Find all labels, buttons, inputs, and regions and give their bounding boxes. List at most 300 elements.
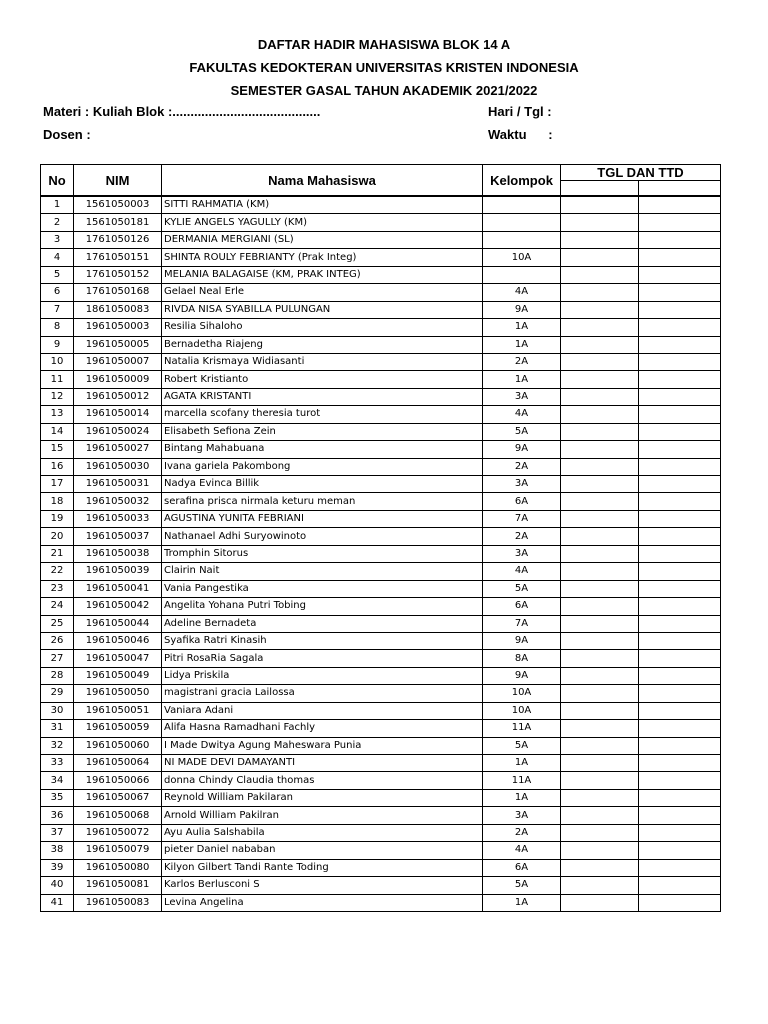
row-number: 35 (41, 789, 74, 806)
row-signature-cell-1 (561, 458, 639, 475)
row-signature-cell-2 (639, 894, 721, 911)
dosen-label: Dosen : (43, 127, 91, 142)
column-header-kelompok: Kelompok (483, 165, 561, 197)
row-signature-cell-1 (561, 667, 639, 684)
column-header-no: No (41, 165, 74, 197)
row-kelompok: 9A (483, 441, 561, 458)
row-signature-cell-2 (639, 301, 721, 318)
row-signature-cell-1 (561, 563, 639, 580)
row-nim: 1961050031 (74, 476, 162, 493)
row-signature-cell-1 (561, 353, 639, 370)
row-signature-cell-1 (561, 214, 639, 231)
row-kelompok: 6A (483, 859, 561, 876)
row-kelompok: 10A (483, 702, 561, 719)
row-student-name: Nathanael Adhi Suryowinoto (162, 528, 483, 545)
row-signature-cell-2 (639, 685, 721, 702)
row-nim: 1561050003 (74, 196, 162, 214)
table-row (41, 702, 721, 719)
table-row (41, 598, 721, 615)
row-kelompok: 11A (483, 772, 561, 789)
table-body (41, 196, 721, 911)
row-number: 23 (41, 580, 74, 597)
row-signature-cell-1 (561, 685, 639, 702)
row-number: 31 (41, 720, 74, 737)
table-row (41, 493, 721, 510)
row-kelompok: 4A (483, 406, 561, 423)
row-signature-cell-2 (639, 563, 721, 580)
row-number: 16 (41, 458, 74, 475)
row-nim: 1761050126 (74, 231, 162, 248)
row-number: 11 (41, 371, 74, 388)
table-row (41, 301, 721, 318)
row-number: 20 (41, 528, 74, 545)
table-row (41, 807, 721, 824)
row-signature-cell-1 (561, 249, 639, 266)
row-student-name: Kilyon Gilbert Tandi Rante Toding (162, 859, 483, 876)
row-signature-cell-2 (639, 545, 721, 562)
row-student-name: Vania Pangestika (162, 580, 483, 597)
row-number: 34 (41, 772, 74, 789)
row-signature-cell-2 (639, 859, 721, 876)
row-kelompok: 3A (483, 807, 561, 824)
row-nim: 1761050152 (74, 266, 162, 283)
row-number: 25 (41, 615, 74, 632)
table-row (41, 755, 721, 772)
row-student-name: KYLIE ANGELS YAGULLY (KM) (162, 214, 483, 231)
row-student-name: magistrani gracia Lailossa (162, 685, 483, 702)
row-signature-cell-1 (561, 441, 639, 458)
faculty-title: FAKULTAS KEDOKTERAN UNIVERSITAS KRISTEN INDONESIA (189, 60, 579, 75)
table-row (41, 772, 721, 789)
table-row (41, 720, 721, 737)
row-student-name: MELANIA BALAGAISE (KM, PRAK INTEG) (162, 266, 483, 283)
row-signature-cell-2 (639, 877, 721, 894)
row-nim: 1961050081 (74, 877, 162, 894)
row-signature-cell-1 (561, 824, 639, 841)
row-nim: 1961050007 (74, 353, 162, 370)
row-student-name: Ivana gariela Pakombong (162, 458, 483, 475)
row-student-name: Elisabeth Sefiona Zein (162, 423, 483, 440)
table-row (41, 423, 721, 440)
row-signature-cell-2 (639, 598, 721, 615)
row-number: 5 (41, 266, 74, 283)
row-signature-cell-1 (561, 284, 639, 301)
table-row (41, 476, 721, 493)
row-signature-cell-1 (561, 598, 639, 615)
row-kelompok: 1A (483, 336, 561, 353)
row-number: 41 (41, 894, 74, 911)
row-number: 38 (41, 842, 74, 859)
row-signature-cell-2 (639, 266, 721, 283)
row-signature-cell-2 (639, 528, 721, 545)
row-kelompok: 4A (483, 284, 561, 301)
table-row (41, 319, 721, 336)
row-student-name: NI MADE DEVI DAMAYANTI (162, 755, 483, 772)
row-signature-cell-2 (639, 807, 721, 824)
row-signature-cell-2 (639, 214, 721, 231)
waktu-label: Waktu : (488, 127, 553, 142)
row-kelompok: 5A (483, 737, 561, 754)
row-student-name: SHINTA ROULY FEBRIANTY (Prak Integ) (162, 249, 483, 266)
row-student-name: Nadya Evinca Billik (162, 476, 483, 493)
row-nim: 1961050005 (74, 336, 162, 353)
row-signature-cell-1 (561, 807, 639, 824)
row-nim: 1961050030 (74, 458, 162, 475)
row-number: 7 (41, 301, 74, 318)
row-signature-cell-1 (561, 231, 639, 248)
row-nim: 1961050042 (74, 598, 162, 615)
row-nim: 1961050051 (74, 702, 162, 719)
row-kelompok: 5A (483, 877, 561, 894)
row-nim: 1961050003 (74, 319, 162, 336)
row-signature-cell-2 (639, 650, 721, 667)
row-signature-cell-1 (561, 737, 639, 754)
row-signature-cell-2 (639, 441, 721, 458)
row-number: 14 (41, 423, 74, 440)
document-title: DAFTAR HADIR MAHASISWA BLOK 14 A (257, 37, 511, 52)
row-kelompok: 1A (483, 319, 561, 336)
row-kelompok: 1A (483, 371, 561, 388)
row-signature-cell-2 (639, 249, 721, 266)
row-nim: 1961050044 (74, 615, 162, 632)
row-signature-cell-2 (639, 580, 721, 597)
row-signature-cell-1 (561, 755, 639, 772)
row-number: 6 (41, 284, 74, 301)
row-student-name: AGUSTINA YUNITA FEBRIANI (162, 510, 483, 527)
row-signature-cell-1 (561, 877, 639, 894)
row-signature-cell-1 (561, 720, 639, 737)
row-number: 21 (41, 545, 74, 562)
row-nim: 1961050059 (74, 720, 162, 737)
row-nim: 1961050067 (74, 789, 162, 806)
row-number: 1 (41, 196, 74, 214)
row-number: 9 (41, 336, 74, 353)
row-signature-cell-1 (561, 702, 639, 719)
table-row (41, 406, 721, 423)
row-number: 27 (41, 650, 74, 667)
row-student-name: Tromphin Sitorus (162, 545, 483, 562)
table-row (41, 877, 721, 894)
row-student-name: Pitri RosaRia Sagala (162, 650, 483, 667)
row-signature-cell-2 (639, 196, 721, 214)
row-number: 19 (41, 510, 74, 527)
row-kelompok: 10A (483, 685, 561, 702)
row-signature-cell-1 (561, 842, 639, 859)
row-nim: 1961050047 (74, 650, 162, 667)
row-nim: 1961050080 (74, 859, 162, 876)
row-signature-cell-1 (561, 336, 639, 353)
table-row (41, 284, 721, 301)
row-number: 30 (41, 702, 74, 719)
row-nim: 1961050014 (74, 406, 162, 423)
row-nim: 1861050083 (74, 301, 162, 318)
table-row (41, 615, 721, 632)
table-row (41, 266, 721, 283)
row-nim: 1961050012 (74, 388, 162, 405)
row-number: 3 (41, 231, 74, 248)
row-kelompok: 9A (483, 667, 561, 684)
row-nim: 1961050060 (74, 737, 162, 754)
row-nim: 1561050181 (74, 214, 162, 231)
materi-label: Materi : Kuliah Blok :......................................... (43, 104, 321, 119)
row-signature-cell-2 (639, 284, 721, 301)
row-signature-cell-2 (639, 615, 721, 632)
row-kelompok: 2A (483, 824, 561, 841)
row-signature-cell-2 (639, 510, 721, 527)
row-nim: 1961050009 (74, 371, 162, 388)
row-signature-cell-1 (561, 196, 639, 214)
row-number: 15 (41, 441, 74, 458)
row-student-name: Levina Angelina (162, 894, 483, 911)
row-number: 28 (41, 667, 74, 684)
row-kelompok: 1A (483, 789, 561, 806)
table-row (41, 249, 721, 266)
row-signature-cell-2 (639, 476, 721, 493)
row-signature-cell-1 (561, 319, 639, 336)
row-student-name: I Made Dwitya Agung Maheswara Punia (162, 737, 483, 754)
table-row (41, 458, 721, 475)
row-signature-cell-2 (639, 772, 721, 789)
row-student-name: Bernadetha Riajeng (162, 336, 483, 353)
row-student-name: Vaniara Adani (162, 702, 483, 719)
table-row (41, 632, 721, 649)
row-kelompok: 10A (483, 249, 561, 266)
row-student-name: marcella scofany theresia turot (162, 406, 483, 423)
row-kelompok: 2A (483, 528, 561, 545)
row-student-name: Karlos Berlusconi S (162, 877, 483, 894)
table-row (41, 563, 721, 580)
row-nim: 1961050072 (74, 824, 162, 841)
row-student-name: Bintang Mahabuana (162, 441, 483, 458)
row-number: 17 (41, 476, 74, 493)
row-kelompok (483, 214, 561, 231)
row-kelompok: 7A (483, 615, 561, 632)
row-student-name: Gelael Neal Erle (162, 284, 483, 301)
row-signature-cell-2 (639, 702, 721, 719)
row-signature-cell-2 (639, 319, 721, 336)
row-kelompok: 3A (483, 545, 561, 562)
row-kelompok (483, 196, 561, 214)
table-row (41, 388, 721, 405)
row-number: 12 (41, 388, 74, 405)
row-signature-cell-1 (561, 371, 639, 388)
row-kelompok (483, 266, 561, 283)
row-signature-cell-1 (561, 632, 639, 649)
row-kelompok: 1A (483, 894, 561, 911)
row-student-name: Arnold William Pakilran (162, 807, 483, 824)
row-signature-cell-2 (639, 231, 721, 248)
row-nim: 1961050033 (74, 510, 162, 527)
row-nim: 1961050037 (74, 528, 162, 545)
row-kelompok: 3A (483, 388, 561, 405)
row-student-name: Resilia Sihaloho (162, 319, 483, 336)
row-nim: 1961050050 (74, 685, 162, 702)
row-student-name: Robert Kristianto (162, 371, 483, 388)
row-number: 22 (41, 563, 74, 580)
row-number: 10 (41, 353, 74, 370)
row-nim: 1961050046 (74, 632, 162, 649)
row-student-name: RIVDA NISA SYABILLA PULUNGAN (162, 301, 483, 318)
row-nim: 1961050032 (74, 493, 162, 510)
row-student-name: Clairin Nait (162, 563, 483, 580)
row-nim: 1961050039 (74, 563, 162, 580)
row-nim: 1961050024 (74, 423, 162, 440)
row-kelompok (483, 231, 561, 248)
column-header-nama: Nama Mahasiswa (162, 165, 483, 197)
row-signature-cell-1 (561, 580, 639, 597)
row-signature-cell-2 (639, 371, 721, 388)
table-row (41, 685, 721, 702)
row-signature-cell-2 (639, 755, 721, 772)
table-row (41, 336, 721, 353)
table-row (41, 214, 721, 231)
row-student-name: Angelita Yohana Putri Tobing (162, 598, 483, 615)
table-row (41, 528, 721, 545)
row-kelompok: 9A (483, 632, 561, 649)
row-signature-cell-1 (561, 528, 639, 545)
row-nim: 1961050049 (74, 667, 162, 684)
row-nim: 1961050064 (74, 755, 162, 772)
row-signature-cell-1 (561, 545, 639, 562)
table-row (41, 441, 721, 458)
row-nim: 1961050083 (74, 894, 162, 911)
row-number: 13 (41, 406, 74, 423)
row-kelompok: 2A (483, 458, 561, 475)
row-kelompok: 8A (483, 650, 561, 667)
row-student-name: Lidya Priskila (162, 667, 483, 684)
row-student-name: serafina prisca nirmala keturu meman (162, 493, 483, 510)
row-signature-cell-2 (639, 353, 721, 370)
table-row (41, 353, 721, 370)
row-signature-cell-2 (639, 423, 721, 440)
table-row (41, 667, 721, 684)
table-row (41, 737, 721, 754)
row-nim: 1761050168 (74, 284, 162, 301)
row-number: 33 (41, 755, 74, 772)
row-signature-cell-1 (561, 266, 639, 283)
row-student-name: donna Chindy Claudia thomas (162, 772, 483, 789)
tgl-subcolumn-2 (639, 181, 721, 197)
row-number: 26 (41, 632, 74, 649)
row-kelompok: 2A (483, 353, 561, 370)
row-number: 18 (41, 493, 74, 510)
row-signature-cell-1 (561, 406, 639, 423)
row-signature-cell-1 (561, 894, 639, 911)
row-signature-cell-2 (639, 720, 721, 737)
row-kelompok: 4A (483, 842, 561, 859)
row-signature-cell-1 (561, 789, 639, 806)
row-signature-cell-2 (639, 842, 721, 859)
row-kelompok: 1A (483, 755, 561, 772)
row-signature-cell-1 (561, 423, 639, 440)
row-signature-cell-1 (561, 615, 639, 632)
row-number: 29 (41, 685, 74, 702)
row-kelompok: 11A (483, 720, 561, 737)
row-nim: 1961050068 (74, 807, 162, 824)
table-row (41, 510, 721, 527)
tgl-subcolumn-1 (561, 181, 639, 197)
table-row (41, 842, 721, 859)
table-row (41, 196, 721, 214)
row-signature-cell-1 (561, 476, 639, 493)
column-header-tgl-ttd: TGL DAN TTD (561, 165, 721, 181)
row-signature-cell-2 (639, 388, 721, 405)
row-nim: 1961050041 (74, 580, 162, 597)
row-nim: 1961050066 (74, 772, 162, 789)
row-student-name: Alifa Hasna Ramadhani Fachly (162, 720, 483, 737)
row-number: 4 (41, 249, 74, 266)
row-kelompok: 5A (483, 423, 561, 440)
row-student-name: Reynold William Pakilaran (162, 789, 483, 806)
row-number: 37 (41, 824, 74, 841)
table-row (41, 789, 721, 806)
row-kelompok: 9A (483, 301, 561, 318)
row-signature-cell-1 (561, 772, 639, 789)
row-signature-cell-1 (561, 510, 639, 527)
row-student-name: pieter Daniel nababan (162, 842, 483, 859)
row-signature-cell-2 (639, 406, 721, 423)
row-number: 24 (41, 598, 74, 615)
semester-title: SEMESTER GASAL TAHUN AKADEMIK 2021/2022 (230, 83, 538, 98)
row-signature-cell-1 (561, 859, 639, 876)
column-header-nim: NIM (74, 165, 162, 197)
row-kelompok: 6A (483, 598, 561, 615)
row-student-name: Adeline Bernadeta (162, 615, 483, 632)
row-student-name: Ayu Aulia Salshabila (162, 824, 483, 841)
row-signature-cell-1 (561, 493, 639, 510)
row-signature-cell-1 (561, 301, 639, 318)
row-nim: 1961050038 (74, 545, 162, 562)
row-kelompok: 6A (483, 493, 561, 510)
row-student-name: Syafika Ratri Kinasih (162, 632, 483, 649)
row-number: 36 (41, 807, 74, 824)
row-student-name: AGATA KRISTANTI (162, 388, 483, 405)
row-signature-cell-2 (639, 632, 721, 649)
row-student-name: Natalia Krismaya Widiasanti (162, 353, 483, 370)
table-row (41, 545, 721, 562)
row-signature-cell-2 (639, 493, 721, 510)
row-number: 8 (41, 319, 74, 336)
table-row (41, 650, 721, 667)
row-signature-cell-2 (639, 458, 721, 475)
row-kelompok: 5A (483, 580, 561, 597)
table-row (41, 894, 721, 911)
table-row (41, 231, 721, 248)
row-signature-cell-1 (561, 388, 639, 405)
row-kelompok: 4A (483, 563, 561, 580)
row-nim: 1961050079 (74, 842, 162, 859)
table-header (41, 165, 721, 197)
row-signature-cell-2 (639, 667, 721, 684)
table-row (41, 824, 721, 841)
row-student-name: SITTI RAHMATIA (KM) (162, 196, 483, 214)
row-signature-cell-2 (639, 824, 721, 841)
hari-tgl-label: Hari / Tgl : (488, 104, 552, 119)
row-number: 32 (41, 737, 74, 754)
row-nim: 1761050151 (74, 249, 162, 266)
attendance-table (40, 164, 721, 912)
row-signature-cell-2 (639, 789, 721, 806)
row-student-name: DERMANIA MERGIANI (SL) (162, 231, 483, 248)
table-row (41, 371, 721, 388)
row-kelompok: 7A (483, 510, 561, 527)
table-row (41, 859, 721, 876)
row-signature-cell-2 (639, 737, 721, 754)
row-number: 39 (41, 859, 74, 876)
table-row (41, 580, 721, 597)
row-signature-cell-2 (639, 336, 721, 353)
row-signature-cell-1 (561, 650, 639, 667)
